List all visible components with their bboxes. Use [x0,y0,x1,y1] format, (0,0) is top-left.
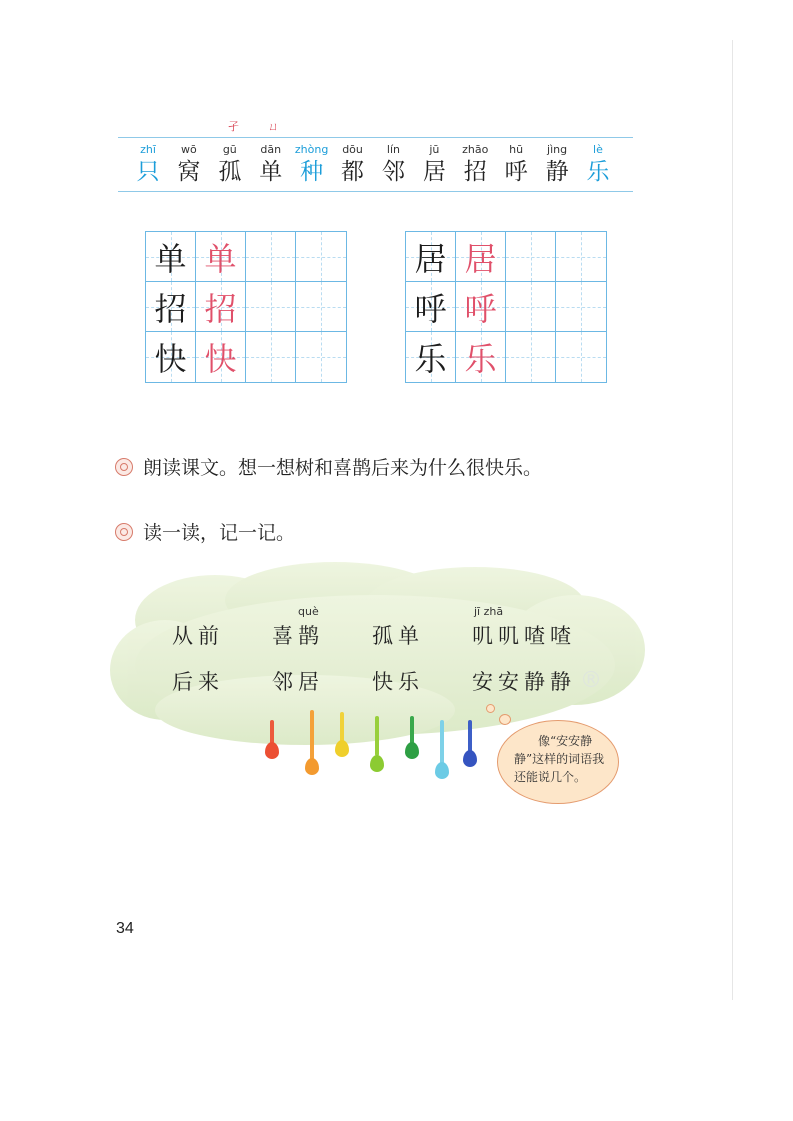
vocab-pinyin: lín [386,143,400,156]
vocab-top-rule [118,137,633,138]
vocab-pinyin: dān [260,143,282,156]
trace-character: 快 [204,340,237,378]
paint-drip [270,720,274,744]
grid-blank-cell [296,332,346,382]
word-text: 快乐 [372,670,424,694]
word-text: 后来 [172,670,224,694]
vocab-item [373,143,413,187]
grid-blank-cell [296,282,346,332]
grid-blank-cell [506,282,556,332]
grid-trace-cell [196,232,246,282]
word-row [172,666,582,696]
paint-drop [370,755,384,772]
grid-blank-cell [246,282,296,332]
vocab-character: 只 [136,159,160,185]
vocab-character: 邻 [381,159,405,185]
vocab-item [537,143,577,187]
vocab-item [251,143,291,187]
vocab-character: 孤 [218,159,242,185]
vocab-item [414,143,454,187]
model-character: 招 [154,289,187,328]
grid-blank-cell [246,232,296,282]
grid-model-cell [406,282,456,332]
word-text: 从前 [172,624,224,648]
model-character: 单 [154,239,187,278]
model-character: 快 [154,340,187,378]
trace-character: 呼 [464,289,497,328]
grid-blank-cell [556,232,606,282]
grid-blank-cell [556,282,606,332]
word-row [172,605,582,650]
vocab-word [472,666,582,696]
vocab-item [210,143,250,187]
page-number: 34 [116,920,134,937]
thought-bubble-text: 像“安安静静”这样的词语我还能说几个。 [514,734,605,784]
word-text: 安安静静 [472,670,576,694]
grid-trace-cell [456,282,506,332]
vocab-item [496,143,536,187]
grid-trace-cell [196,332,246,382]
vocab-word [172,666,272,696]
grid-model-cell [146,332,196,382]
exercise-item [115,518,295,545]
trace-character: 招 [204,289,237,328]
grid-model-cell [146,232,196,282]
vocab-word [372,666,472,696]
grid-blank-cell [506,332,556,382]
writing-grid-left [145,231,347,383]
trace-character: 居 [464,239,497,278]
exercise-item [115,453,542,480]
vocab-pinyin: zhāo [462,143,489,156]
vocab-character: 都 [341,159,365,185]
registered-mark: ® [580,668,602,693]
vocab-item [578,143,618,187]
paint-drip [310,710,314,760]
vocab-item [292,143,332,187]
vocab-pinyin: wō [181,143,197,156]
grid-blank-cell [296,232,346,282]
word-text: 孤单 [372,624,424,648]
vocab-character: 单 [259,159,283,185]
paint-drop [405,742,419,759]
exercise-text: 朗读课文。想一想树和喜鹊后来为什么很快乐。 [143,457,543,479]
vocab-pinyin: jìng [547,143,568,156]
paint-drop [335,740,349,757]
vocab-word [472,605,582,650]
vocab-character: 窝 [177,159,201,185]
paint-drip [375,716,379,756]
paint-drip [440,720,444,764]
bubble-dot [486,704,495,713]
page-edge [732,40,733,1000]
vocab-character: 招 [463,159,487,185]
word-pinyin: què [298,605,319,618]
paint-drop [265,742,279,759]
grid-trace-cell [196,282,246,332]
grid-model-cell [406,232,456,282]
model-character: 居 [414,239,447,278]
vocab-pinyin: zhòng [294,143,329,156]
bubble-dot [499,714,511,725]
vocab-pinyin: lè [593,143,603,156]
vocab-word [372,620,472,650]
exercise-icon [115,523,133,541]
grid-trace-cell [456,232,506,282]
vocab-item [333,143,373,187]
vocab-word [272,605,372,650]
exercise-text: 读一读，记一记。 [143,522,296,544]
vocab-word [272,666,372,696]
vocab-pinyin: zhī [140,143,156,156]
vocab-character: 居 [422,159,446,185]
model-character: 乐 [414,340,447,378]
word-text: 喜鹊 [272,624,324,648]
stroke-hint: 孑 [228,120,239,133]
vocab-pinyin: jū [429,143,440,156]
grid-model-cell [406,332,456,382]
vocab-character: 呼 [504,159,528,185]
vocab-character: 种 [300,159,324,185]
trace-character: 单 [204,239,237,278]
writing-grid-right [405,231,607,383]
paint-drip [410,716,414,744]
grid-model-cell [146,282,196,332]
word-text: 叽叽喳喳 [472,624,576,648]
stroke-hint: ㄩ [268,120,279,133]
vocab-item [169,143,209,187]
vocab-word [172,620,272,650]
vocab-item [128,143,168,187]
vocab-list [128,143,618,187]
vocab-character: 静 [545,159,569,185]
vocab-pinyin: hū [509,143,524,156]
paint-drop [463,750,477,767]
vocab-pinyin: gū [222,143,237,156]
vocab-bottom-rule [118,191,633,192]
paint-drop [305,758,319,775]
grid-blank-cell [556,332,606,382]
word-pinyin: jī zhā [474,605,504,618]
trace-character: 乐 [464,340,497,378]
grid-trace-cell [456,332,506,382]
vocab-pinyin: dōu [342,143,363,156]
grid-blank-cell [246,332,296,382]
paint-drip [340,712,344,742]
grid-blank-cell [506,232,556,282]
paint-drip [468,720,472,752]
vocab-character: 乐 [586,159,610,185]
paint-drop [435,762,449,779]
model-character: 呼 [414,289,447,328]
vocab-item [455,143,495,187]
exercise-icon [115,458,133,476]
word-text: 邻居 [272,670,324,694]
